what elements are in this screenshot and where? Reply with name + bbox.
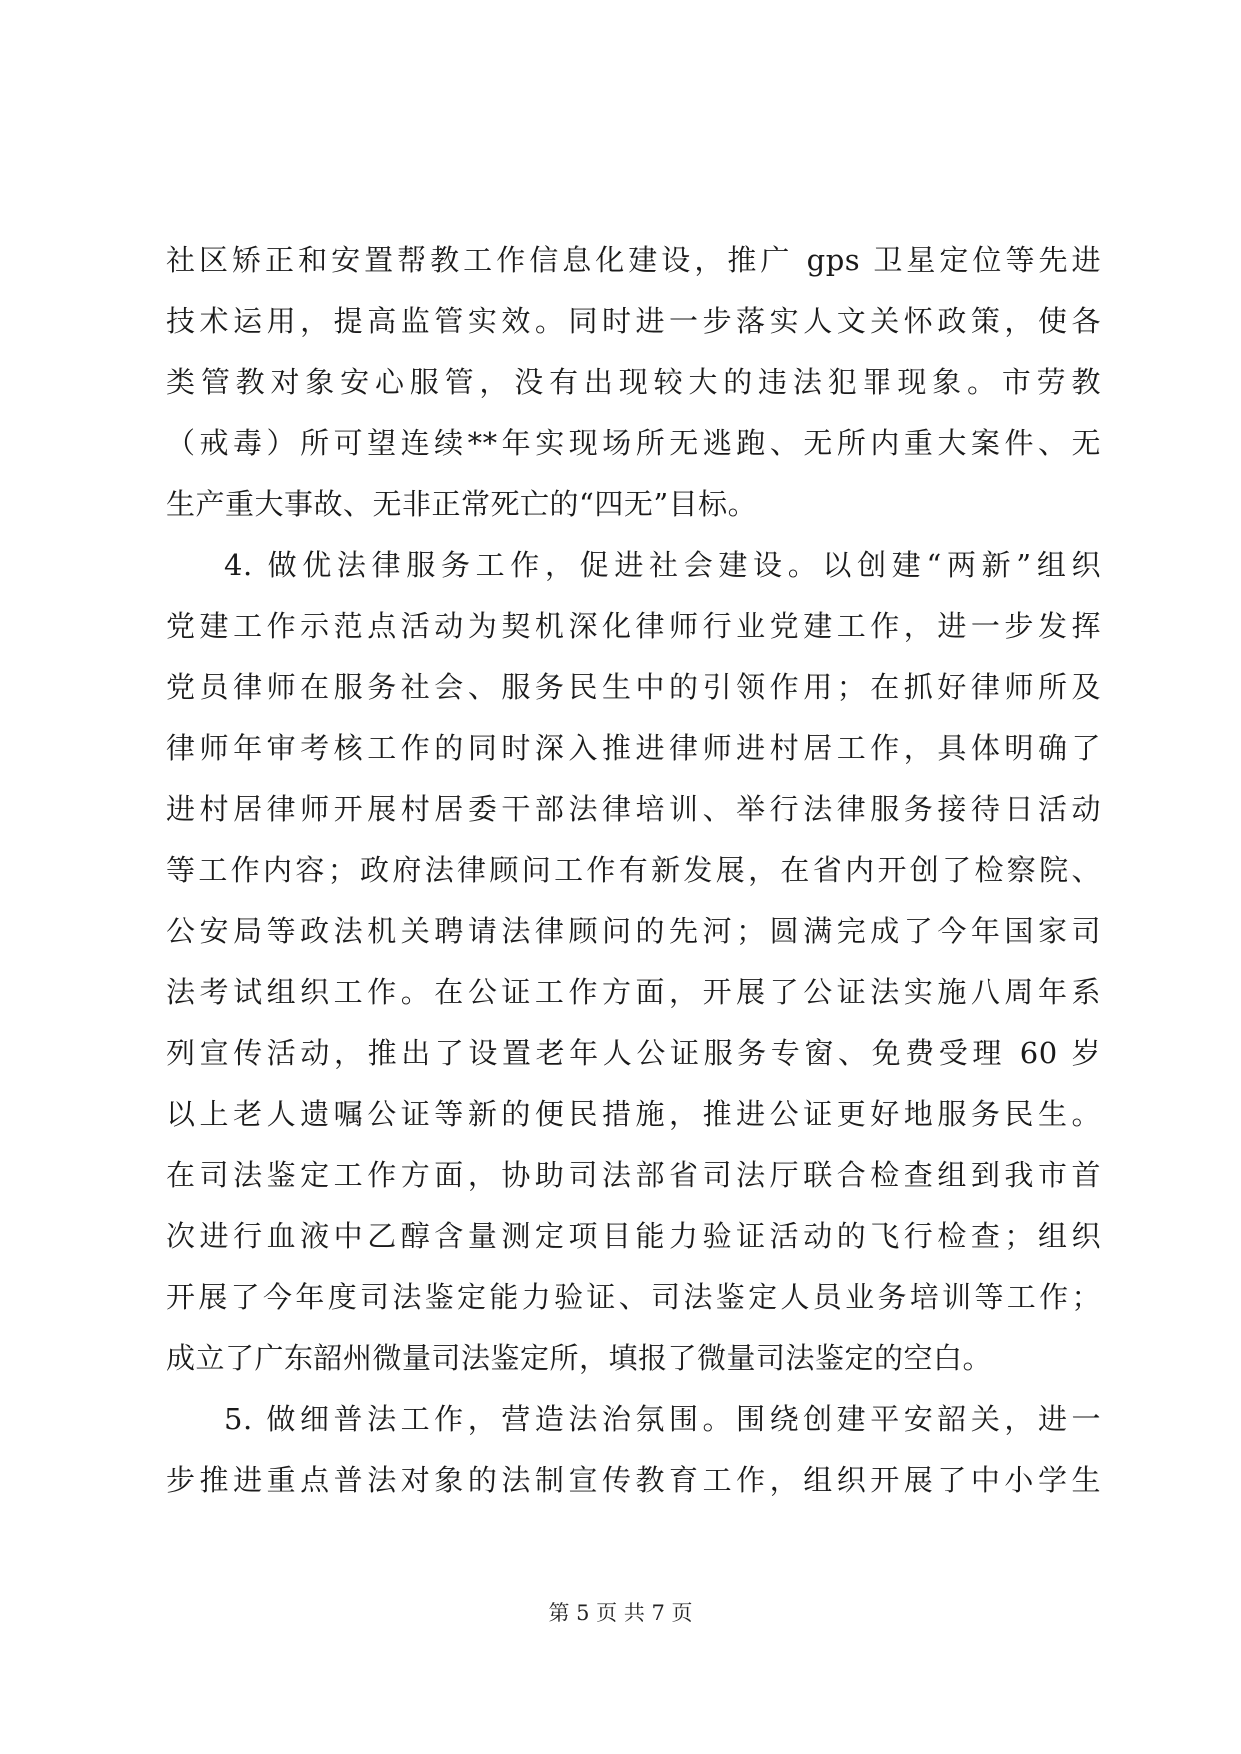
text-line: 生产重大事故、无非正常死亡的“四无”目标。	[166, 487, 758, 521]
text-line: 在司法鉴定工作方面，协助司法部省司法厅联合检查组到我市首	[166, 1158, 1101, 1192]
text-line: 公安局等政法机关聘请法律顾问的先河；圆满完成了今年国家司	[166, 914, 1101, 948]
text-line: 等工作内容；政府法律顾问工作有新发展，在省内开创了检察院、	[166, 853, 1101, 887]
text-line: 社区矫正和安置帮教工作信息化建设，推广 gps 卫星定位等先进	[166, 243, 1101, 277]
text-line: 党员律师在服务社会、服务民生中的引领作用；在抓好律师所及	[166, 670, 1101, 704]
text-line: 党建工作示范点活动为契机深化律师行业党建工作，进一步发挥	[166, 609, 1101, 643]
paragraph-heading-line: 4. 做优法律服务工作，促进社会建设。以创建“两新”组织	[224, 548, 1101, 582]
text-line: 律师年审考核工作的同时深入推进律师进村居工作，具体明确了	[166, 731, 1101, 765]
text-line: 列宣传活动，推出了设置老年人公证服务专窗、免费受理 60 岁	[166, 1036, 1101, 1070]
document-body	[166, 230, 1101, 1511]
text-line: 以上老人遗嘱公证等新的便民措施，推进公证更好地服务民生。	[166, 1097, 1101, 1131]
text-line: （戒毒）所可望连续**年实现场所无逃跑、无所内重大案件、无	[166, 426, 1101, 460]
text-line: 次进行血液中乙醇含量测定项目能力验证活动的飞行检查；组织	[166, 1219, 1101, 1253]
text-line: 法考试组织工作。在公证工作方面，开展了公证法实施八周年系	[166, 975, 1101, 1009]
text-line: 成立了广东韶州微量司法鉴定所，填报了微量司法鉴定的空白。	[166, 1341, 993, 1375]
text-line: 类管教对象安心服管，没有出现较大的违法犯罪现象。市劳教	[166, 365, 1101, 399]
page-number-footer: 第 5 页 共 7 页	[548, 1601, 693, 1625]
text-line: 步推进重点普法对象的法制宣传教育工作，组织开展了中小学生	[166, 1463, 1101, 1497]
text-line: 技术运用，提高监管实效。同时进一步落实人文关怀政策，使各	[166, 304, 1101, 338]
text-line: 进村居律师开展村居委干部法律培训、举行法律服务接待日活动	[166, 792, 1101, 826]
paragraph-heading-line: 5. 做细普法工作，营造法治氛围。围绕创建平安韶关，进一	[224, 1402, 1101, 1436]
text-line: 开展了今年度司法鉴定能力验证、司法鉴定人员业务培训等工作；	[166, 1280, 1101, 1314]
